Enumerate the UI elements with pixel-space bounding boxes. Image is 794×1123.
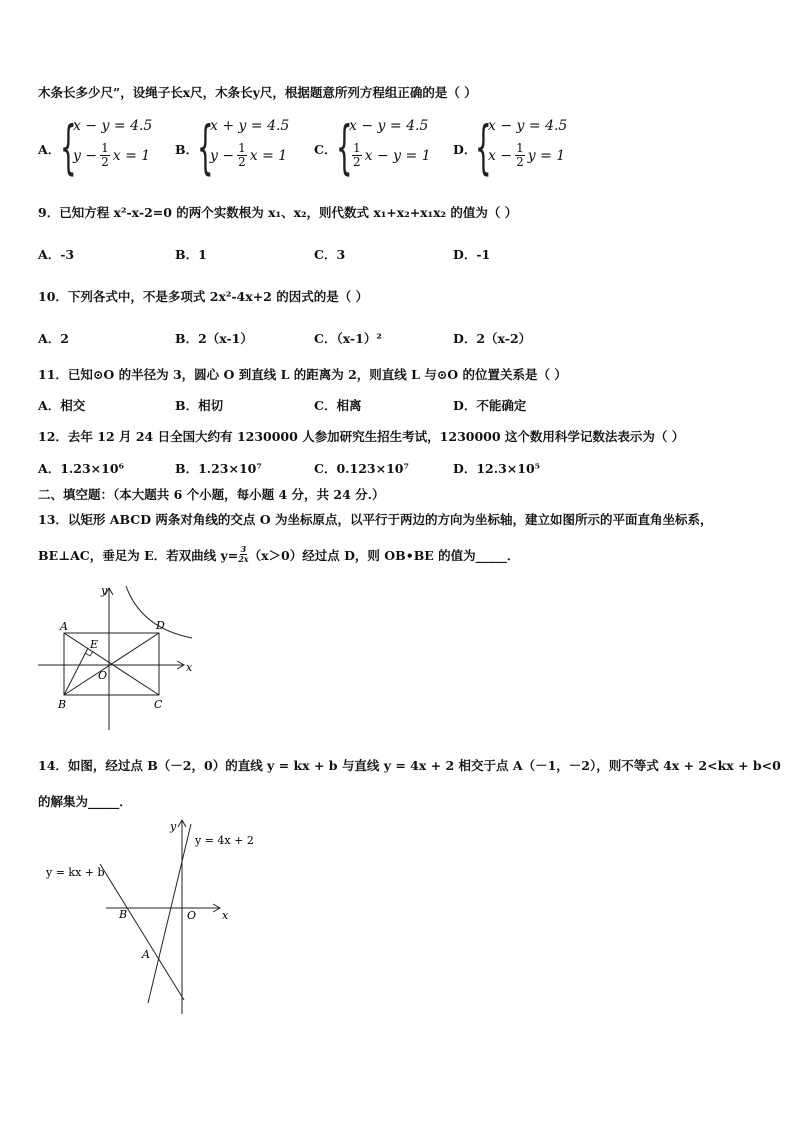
point-o-label: O [187, 909, 197, 922]
point-a-label: A [60, 620, 68, 633]
q8-option-b [175, 113, 325, 181]
equation-1: x − y = 4.5 [488, 118, 568, 134]
y-label: y [101, 584, 108, 597]
equation-1: x − y = 4.5 [73, 118, 153, 134]
q8-stem: 木条长多少尺”，设绳子长x尺，木条长y尺，根据题意所列方程组正确的是（ ） [38, 85, 477, 100]
q13-figure [36, 582, 201, 734]
q11-option-c: C．相离 [314, 398, 362, 413]
q14-line1: 14．如图，经过点 B（－2，0）的直线 y = kx + b 与直线 y = 4x + 2 相交于点 A（－1，－2），则不等式 4x + 2<kx + b<0 [38, 758, 781, 773]
option-label: B． [175, 142, 199, 157]
q8-option-a [38, 113, 188, 181]
q8-option-c [314, 113, 464, 181]
point-a-label: A [142, 948, 150, 961]
option-label: D． [453, 142, 477, 157]
point-b-label: B [119, 908, 128, 921]
q12-option-c: C．0.123×10⁷ [314, 461, 409, 476]
section-heading: 二、填空题：（本大题共 6 个小题，每小题 4 分，共 24 分.） [38, 487, 385, 502]
x-label: x [222, 909, 229, 922]
q10-option-b: B．2（x-1） [175, 331, 253, 346]
equation-2: y − $\frac{1}{2}$ x = 1 [73, 141, 151, 169]
q10-option-d: D．2（x-2） [453, 331, 532, 346]
q13-line1: 13．以矩形 ABCD 两条对角线的交点 O 为坐标原点，以平行于两边的方向为坐标轴，建立如图所示的平面直角坐标系， [38, 512, 713, 527]
x-label: x [186, 661, 193, 674]
q14-figure [42, 818, 272, 1018]
q11-stem: 11．已知⊙O 的半径为 3，圆心 O 到直线 L 的距离为 2，则直线 L 与⊙O 的位置关系是（ ） [38, 367, 567, 382]
q12-option-d: D．12.3×10⁵ [453, 461, 541, 476]
q10-stem: 10．下列各式中，不是多项式 2x²-4x+2 的因式的是（ ） [38, 289, 369, 304]
line-4x-label: y = 4x + 2 [195, 834, 254, 847]
q12-option-b: B．1.23×10⁷ [175, 461, 262, 476]
brace: { [197, 113, 214, 181]
equation-2: y − $\frac{1}{2}$ x = 1 [210, 141, 288, 169]
q12-option-a: A．1.23×10⁶ [38, 461, 124, 476]
equation-1: x − y = 4.5 [349, 118, 429, 134]
point-b-label: B [58, 698, 67, 711]
q14-line2: 的解集为_____． [38, 794, 132, 809]
option-label: A． [38, 142, 61, 157]
q8-option-d [453, 113, 603, 181]
point-d-label: D [156, 619, 165, 632]
point-c-label: C [154, 698, 163, 711]
y-label: y [170, 820, 177, 833]
point-e-label: E [90, 638, 99, 651]
q9-option-d: D．-1 [453, 247, 491, 262]
equation-1: x + y = 4.5 [210, 118, 290, 134]
q9-option-a: A．-3 [38, 247, 75, 262]
q10-option-a: A．2 [38, 331, 69, 346]
brace: { [60, 113, 77, 181]
q12-stem: 12．去年 12 月 24 日全国大约有 1230000 人参加研究生招生考试，1230000 这个数用科学记数法表示为（ ） [38, 429, 685, 444]
q9-option-b: B．1 [175, 247, 207, 262]
equation-2: $\frac{1}{2}$ x − y = 1 [353, 141, 431, 169]
point-o-label: O [98, 669, 108, 682]
line-kx-plus-b [100, 864, 184, 1000]
brace: { [475, 113, 492, 181]
option-label: C． [314, 142, 337, 157]
q9-option-c: C．3 [314, 247, 346, 262]
q10-option-c: C．（x-1）² [314, 331, 382, 346]
equation-2: x − $\frac{1}{2}$ y = 1 [488, 141, 566, 169]
segment-be [64, 648, 88, 695]
q11-option-a: A．相交 [38, 398, 86, 413]
brace: { [336, 113, 353, 181]
q9-stem: 9．已知方程 x²-x-2=0 的两个实数根为 x₁、x₂，则代数式 x₁+x₂+x₁x₂ 的值为（ ） [38, 205, 518, 220]
q11-option-d: D．不能确定 [453, 398, 527, 413]
line-kx-label: y = kx + b [46, 866, 105, 879]
q11-option-b: B．相切 [175, 398, 224, 413]
q13-line2: BE⊥AC，垂足为 E．若双曲线 y= $\frac{3}{2x}$ （x＞0）经过点 D，则 OB•BE 的值为_____． [38, 544, 520, 564]
